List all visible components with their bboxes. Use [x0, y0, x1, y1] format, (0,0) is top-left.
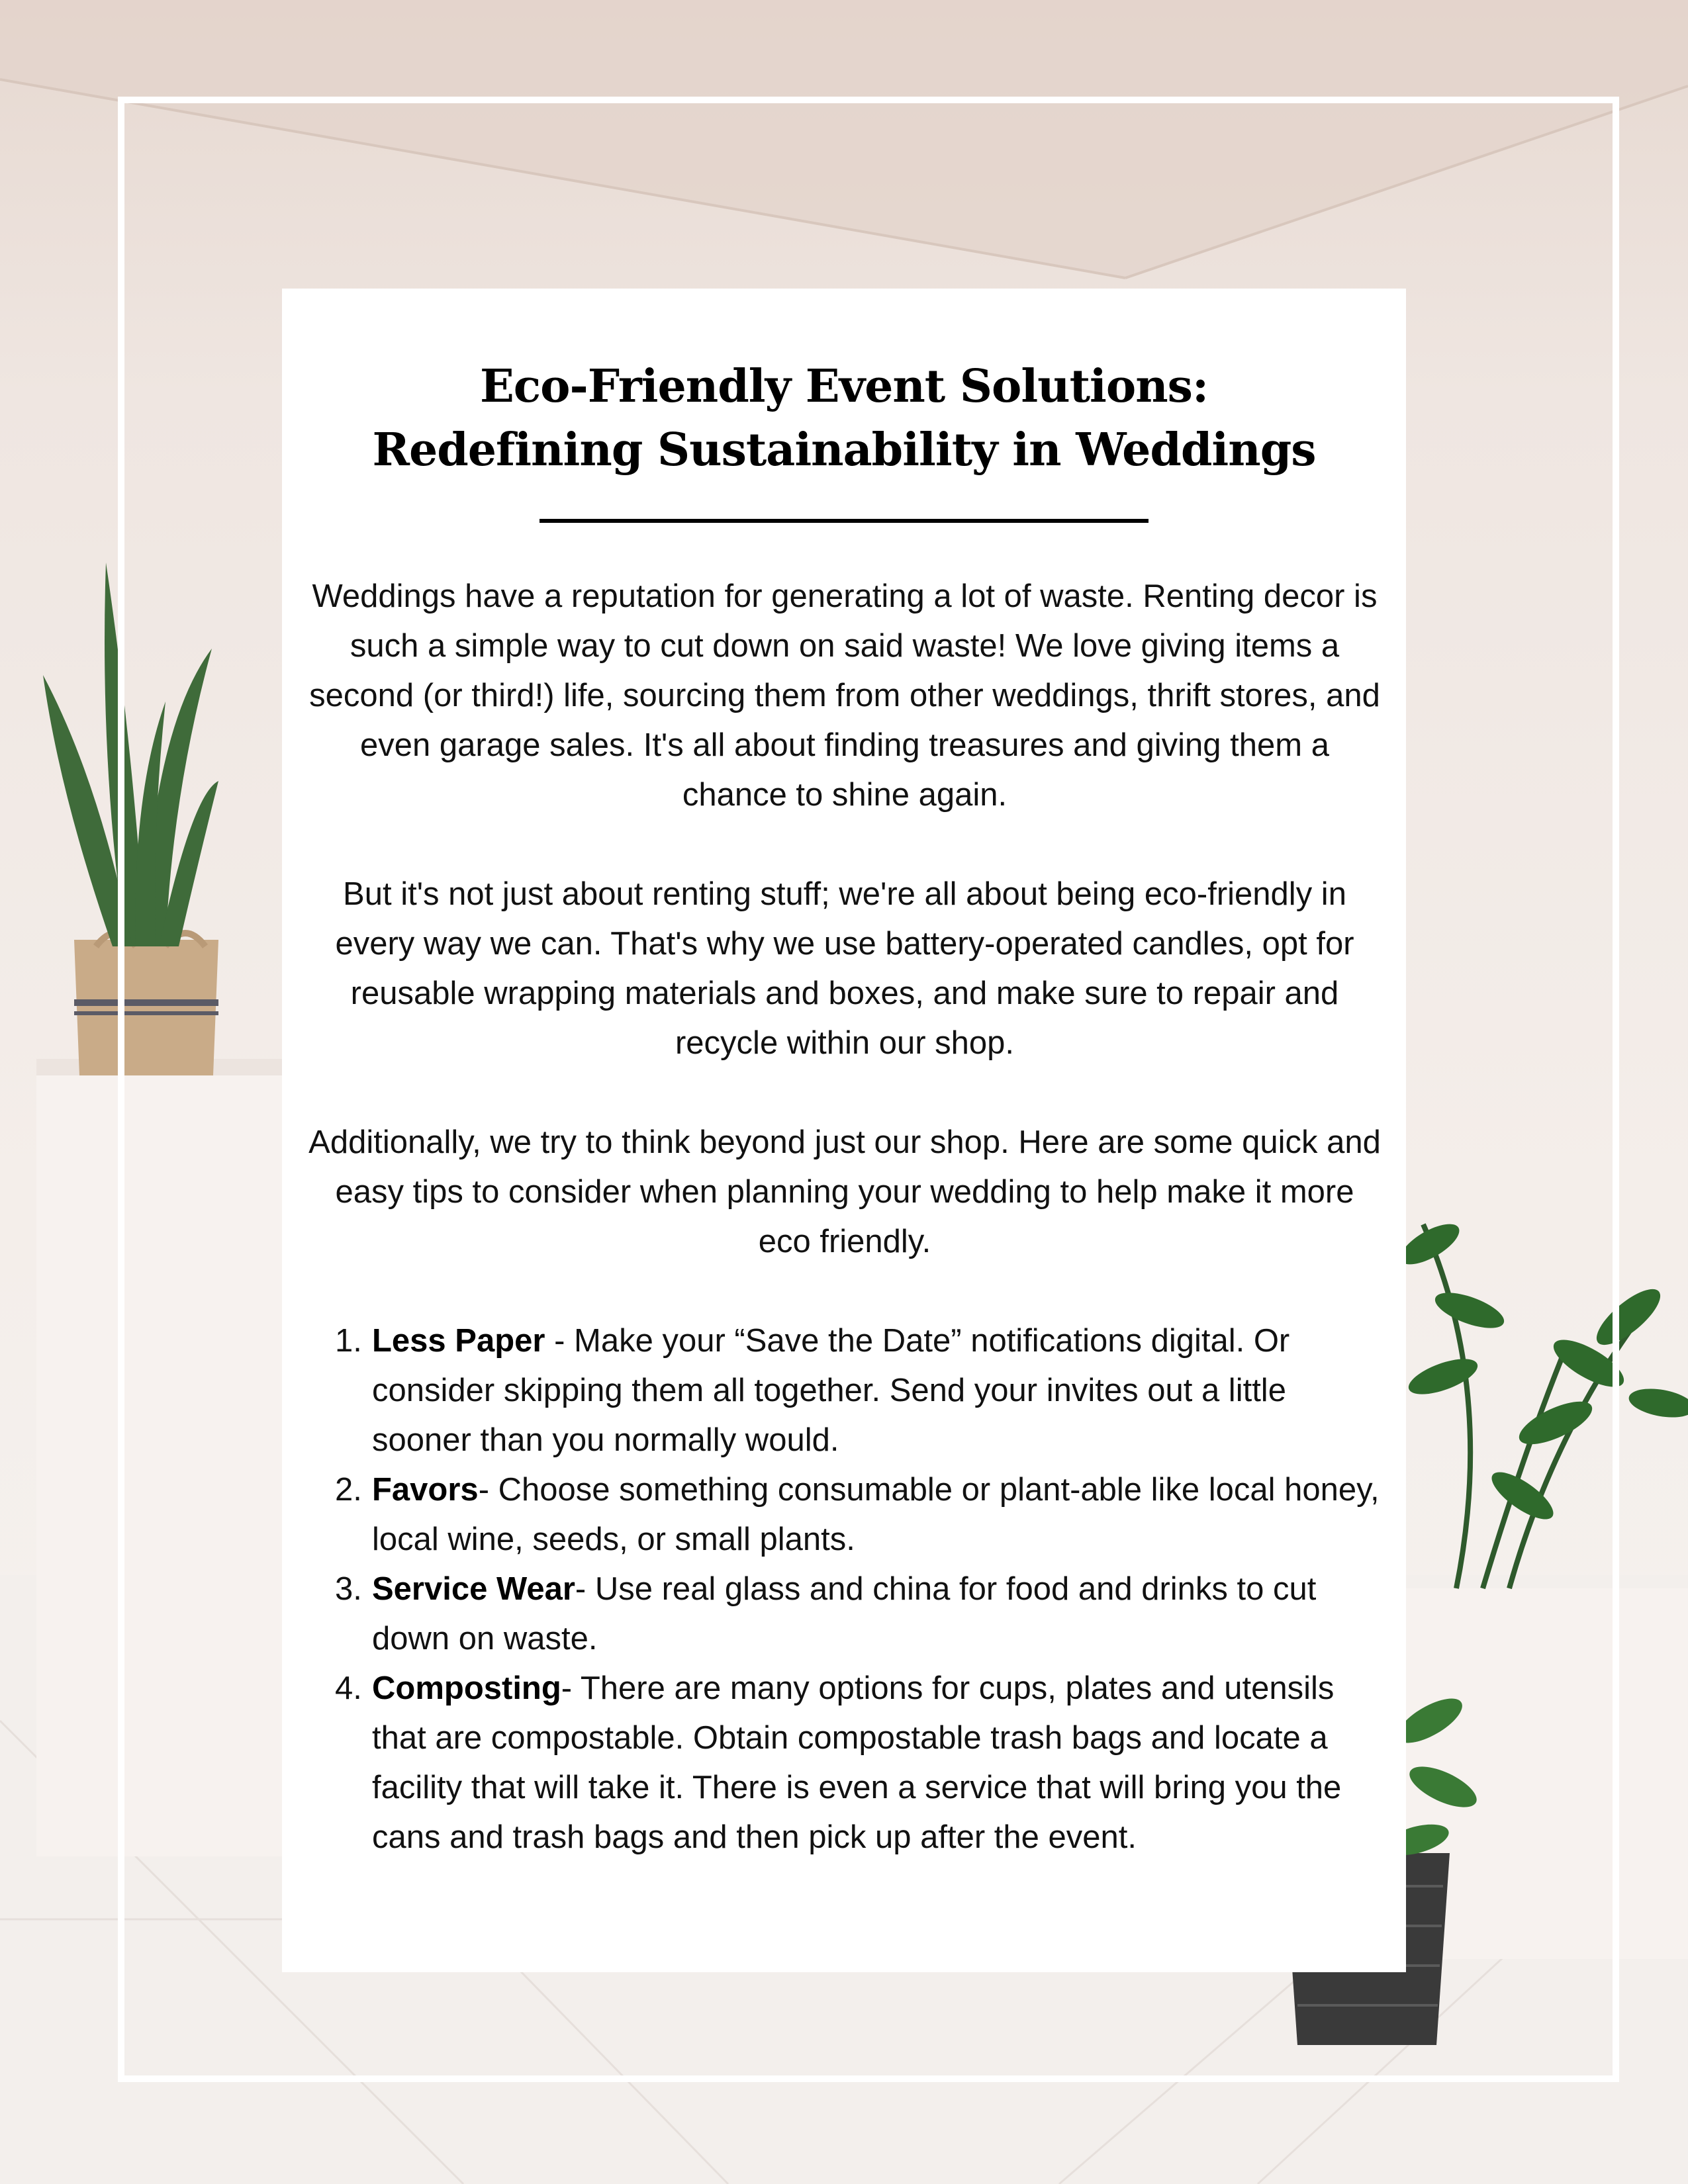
eco-practices-paragraph: But it's not just about renting stuff; we're all about being eco-friendly in every way we can. That's why we use battery-operated candles, opt for reusable wrapping materials and boxes, and make sure to repair and recycle within our shop. — [335, 876, 1354, 1061]
tip-heading: Composting — [372, 1670, 561, 1706]
tip-composting — [308, 1664, 1381, 1862]
tip-heading: Favors — [372, 1472, 479, 1508]
tip-heading: Service Wear — [372, 1571, 575, 1607]
tip-service-wear — [308, 1565, 1381, 1664]
tip-text: - Use real glass and china for food and drinks to cut down on waste. — [372, 1571, 1317, 1657]
tip-text: - Choose something consumable or plant-able like local honey, local wine, seeds, or small plants. — [372, 1472, 1380, 1557]
tips-intro-paragraph: Additionally, we try to think beyond just our shop. Here are some quick and easy tips to consider when planning your wedding to help make it more eco friendly. — [308, 1124, 1381, 1259]
title-divider — [539, 519, 1149, 523]
content-panel — [282, 289, 1406, 1972]
tips-list — [308, 1316, 1381, 1862]
tip-less-paper — [308, 1316, 1381, 1465]
tip-favors — [308, 1465, 1381, 1565]
tip-number: 3. — [335, 1571, 362, 1607]
tip-text: - Make your “Save the Date” notifications digital. Or consider skipping them all together. Send your invites out a little sooner than you normally would. — [372, 1323, 1290, 1458]
tip-number: 4. — [335, 1670, 362, 1706]
tip-text: - There are many options for cups, plates and utensils that are compostable. Obtain compostable trash bags and locate a facility that will take it. There is even a service that will bring you the cans and trash bags and then pick up after the event. — [372, 1670, 1342, 1855]
tip-heading: Less Paper — [372, 1323, 545, 1359]
intro-paragraph: Weddings have a reputation for generating a lot of waste. Renting decor is such a simple way to cut down on said waste! We love giving items a second (or third!) life, sourcing them from other weddings, thrift stores, and even garage sales. It's all about finding treasures and giving them a chance to shine again. — [309, 578, 1380, 813]
tip-number: 2. — [335, 1472, 362, 1508]
tip-number: 1. — [335, 1323, 362, 1359]
page-title: Eco-Friendly Event Solutions: Redefining Sustainability in Weddings — [372, 360, 1316, 477]
